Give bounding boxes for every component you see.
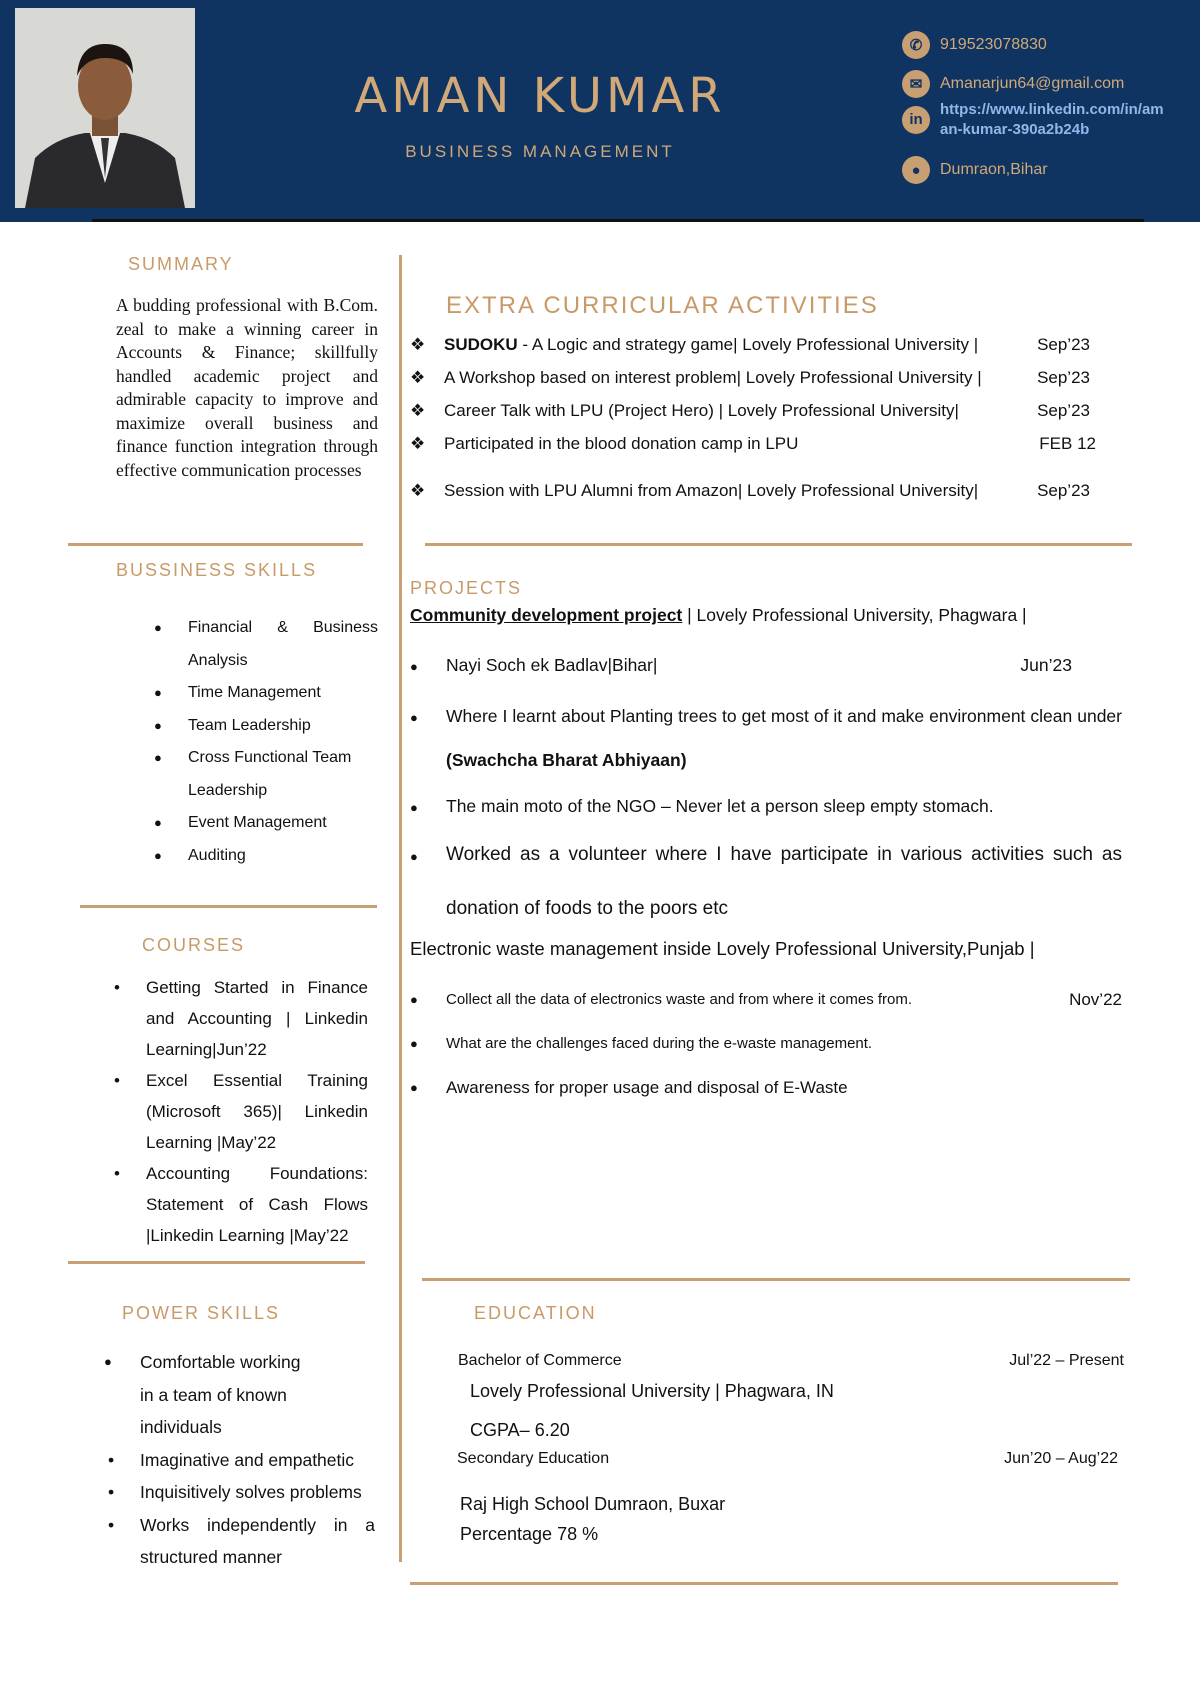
list-item: ❖ A Workshop based on interest problem| Lovely Professional University | Sep’23 [410,361,1090,394]
bullet-icon: ● [410,710,418,725]
project-1-list [410,650,1122,936]
list-item: • Inquisitively solves problems [140,1476,375,1509]
list-item: ● Cross Functional Team Leadership [188,742,378,807]
list-item: ● Worked as a volunteer where I have participate in various activities such as donation of foods to the poors etc [446,828,1122,936]
list-item: ❖ Career Talk with LPU (Project Hero) | Lovely Professional University| Sep’23 [410,394,1090,427]
bullet-icon: • [108,1514,115,1535]
list-item: ● The main moto of the NGO – Never let a person sleep empty stomach. [446,784,1122,828]
list-item: • Excel Essential Training (Microsoft 365)| Linkedin Learning |May’22 [146,1065,368,1158]
bullet-icon: ● [410,800,418,815]
university-name: Lovely Professional University | Phagwara, IN [470,1381,834,1401]
projects-title: PROJECTS [410,578,523,598]
project-1-title: Community development project [410,605,683,625]
bullet-icon: • [108,1482,115,1502]
bullet-icon: ● [104,1354,112,1369]
cgpa-value: CGPA– 6.20 [470,1420,570,1440]
bullet-icon: ● [410,1036,418,1051]
linkedin-url[interactable]: https://www.linkedin.com/in/aman-kumar-390a2b24b [940,101,1164,138]
divider-extra [425,543,1132,546]
linkedin-contact[interactable] [902,100,1170,140]
bullet-icon: ● [154,815,162,830]
list-item: ● Event Management [188,807,378,840]
diamond-bullet-icon: ❖ [410,335,426,354]
project-2-title: Electronic waste management inside Lovely Professional University,Punjab | [410,938,1035,959]
location-pin-icon: ● [902,156,930,184]
phone-number: 919523078830 [940,36,1047,53]
project-1-heading [410,605,1027,626]
diamond-bullet-icon: ❖ [410,368,426,387]
location-text: Dumraon,Bihar [940,161,1048,178]
bullet-icon: ● [154,750,162,765]
list-item: ❖ Session with LPU Alumni from Amazon| Lovely Professional University| Sep’23 [410,474,1090,507]
school-name: Raj High School Dumraon, Buxar [460,1494,726,1514]
divider-summary [68,543,363,546]
phone-contact [902,31,1047,59]
column-divider [399,255,402,1562]
candidate-name: AMAN KUMAR [354,68,726,124]
power-skills-title: POWER SKILLS [122,1303,281,1323]
list-item: ❖ SUDOKU - A Logic and strategy game| Lovely Professional University | Sep’23 [410,328,1090,361]
mail-icon: ✉ [902,70,930,98]
list-item: • Works independently in a structured manner [140,1509,375,1574]
divider-projects [422,1278,1130,1281]
secondary-name: Secondary Education [457,1450,610,1467]
summary-title: SUMMARY [128,254,234,274]
email-address[interactable]: Amanarjun64@gmail.com [940,75,1125,92]
phone-icon: ✆ [902,31,930,59]
bullet-icon: • [114,978,120,997]
diamond-bullet-icon: ❖ [410,481,426,500]
linkedin-icon: in [902,106,930,134]
percentage-value: Percentage 78 % [460,1524,599,1544]
list-item: ● Comfortable working in a team of known individuals [140,1346,375,1444]
location-contact [902,156,1048,184]
list-item: ● Team Leadership [188,710,378,743]
education-title: EDUCATION [474,1303,597,1323]
business-skills-title: BUSSINESS SKILLS [116,560,318,580]
list-item: • Imaginative and empathetic [140,1444,375,1477]
list-item: ● Awareness for proper usage and disposal of E-Waste [446,1073,1122,1103]
bullet-icon: • [114,1071,120,1090]
bullet-icon: • [108,1449,115,1470]
diamond-bullet-icon: ❖ [410,434,426,453]
divider-courses [68,1261,365,1264]
header-divider [92,219,1144,222]
degree-dates: Jul’22 – Present [1009,1352,1124,1369]
list-item: ● Nayi Soch ek Badlav|Bihar| Jun’23 [446,650,1072,680]
list-item: ● Time Management [188,677,378,710]
list-item: • Getting Started in Finance and Accounting | Linkedin Learning|Jun’22 [146,972,368,1065]
divider-skills [80,905,377,908]
project-1-org: | Lovely Professional University, Phagwara | [682,605,1027,625]
bullet-icon: • [114,1164,120,1183]
courses-list [114,972,368,1251]
degree-name: Bachelor of Commerce [458,1352,622,1369]
project-2-list [410,985,1122,1103]
candidate-role: BUSINESS MANAGEMENT [405,142,675,161]
power-skills-list [104,1346,375,1574]
list-item: ● Financial & Business Analysis [188,612,378,677]
list-item: ● What are the challenges faced during the e-waste management. [446,1029,1122,1059]
bullet-icon: ● [410,992,418,1007]
bullet-icon: ● [154,717,162,733]
list-item: ❖ Participated in the blood donation camp in LPU FEB 12 [410,427,1090,460]
bullet-icon: ● [410,1080,418,1095]
extra-curricular-list [410,328,1096,507]
courses-title: COURSES [142,935,246,955]
list-item: ● Auditing [188,840,378,873]
list-item: ● Where I learnt about Planting trees to get most of it and make environment clean under (Swachcha Bharat Abhiyaan) [446,694,1122,782]
divider-education [410,1582,1118,1585]
extra-curricular-title: EXTRA CURRICULAR ACTIVITIES [446,292,879,319]
bullet-icon: ● [154,620,162,635]
bullet-icon: ● [154,685,162,700]
profile-photo [15,8,195,208]
list-item: • Accounting Foundations: Statement of Cash Flows |Linkedin Learning |May’22 [146,1158,368,1251]
bullet-icon: ● [410,849,418,864]
business-skills-list [154,612,378,872]
bullet-icon: ● [154,847,162,863]
header-banner [0,0,1200,222]
email-contact[interactable] [902,70,1124,98]
secondary-dates: Jun’20 – Aug’22 [1004,1450,1118,1467]
list-item: ● Collect all the data of electronics waste and from where it comes from. Nov’22 [446,985,1122,1015]
summary-text: A budding professional with B.Com. zeal to make a winning career in Accounts & Finance; skillfully handled academic project and admirable capacity to improve and maximize overall business and finance function integration through effective communication processes [116,295,378,480]
bullet-icon: ● [410,659,418,674]
diamond-bullet-icon: ❖ [410,401,426,420]
